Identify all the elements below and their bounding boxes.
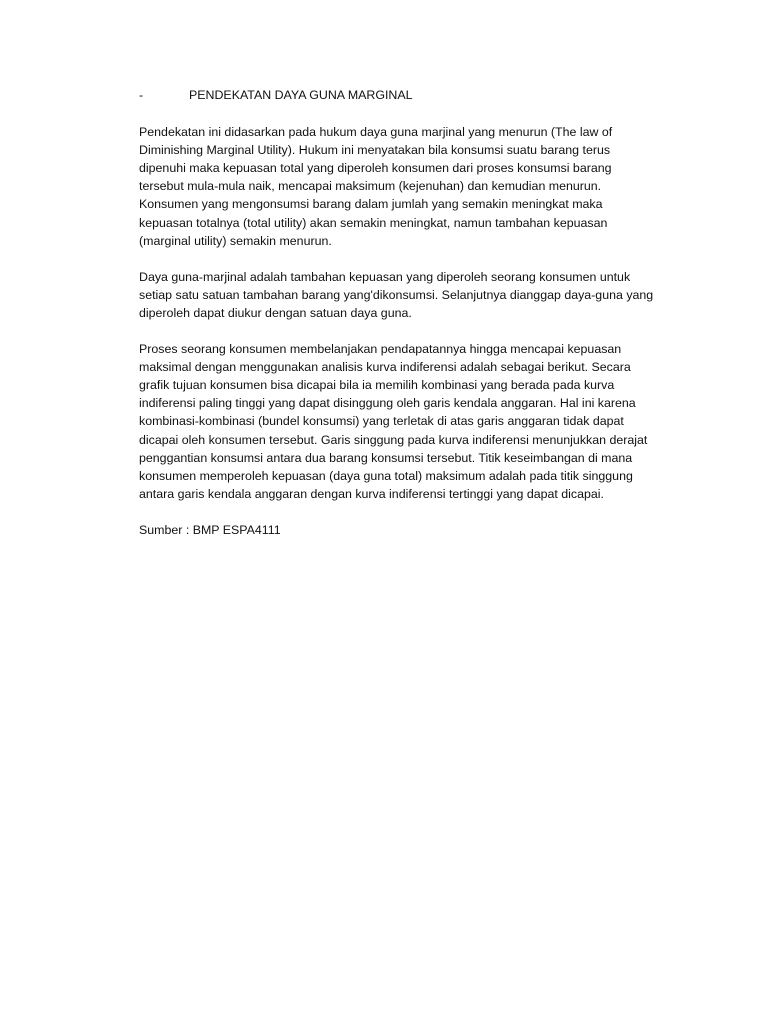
paragraph-indifference-curve-analysis: Proses seorang konsumen membelanjakan pendapatannya hingga mencapai kepuasan maksimal dengan menggunakan analisis kurva indiferensi adalah sebagai berikut. Secara grafik tujuan konsumen bisa dicapai bila ia memilih kombinasi yang berada pada kurva indiferensi paling tinggi yang dapat disinggung oleh garis kendala anggaran. Hal ini karena kombinasi-kombinasi (bundel konsumsi) yang terletak di atas garis anggaran tidak dapat dicapai oleh konsumen tersebut. Garis singgung pada kurva indiferensi menunjukkan derajat penggantian konsumsi antara dua barang konsumsi tersebut. Titik keseimbangan di mana konsumen memperoleh kepuasan (daya guna total) maksimum adalah pada titik singgung antara garis kendala anggaran dengan kurva indiferensi tertinggi yang dapat dicapai.: [139, 342, 648, 501]
paragraph-marginal-utility-definition: Daya guna-marjinal adalah tambahan kepuasan yang diperoleh seorang konsumen untuk setiap satu satuan tambahan barang yang'dikonsumsi. Selanjutnya dianggap daya-guna yang diperoleh dapat diukur dengan satuan daya guna.: [139, 269, 654, 320]
heading-title: PENDEKATAN DAYA GUNA MARGINAL: [189, 88, 413, 102]
section-heading: [139, 86, 659, 104]
paragraph-marginal-utility-law: Pendekatan ini didasarkan pada hukum daya guna marjinal yang menurun (The law of Diminishing Marginal Utility). Hukum ini menyatakan bila konsumsi suatu barang terus dipenuhi maka kepuasan total yang diperoleh konsumen dari proses konsumsi barang tersebut mula-mula naik, mencapai maksimum (kejenuhan) dan kemudian menurun. Konsumen yang mengonsumsi barang dalam jumlah yang semakin meningkat maka kepuasan totalnya (total utility) akan semakin meningkat, namun tambahan kepuasan (marginal utility) semakin menurun.: [139, 125, 613, 248]
source-citation: Sumber : BMP ESPA4111: [139, 522, 281, 537]
heading-bullet: -: [139, 88, 144, 102]
document-content: [139, 86, 659, 539]
